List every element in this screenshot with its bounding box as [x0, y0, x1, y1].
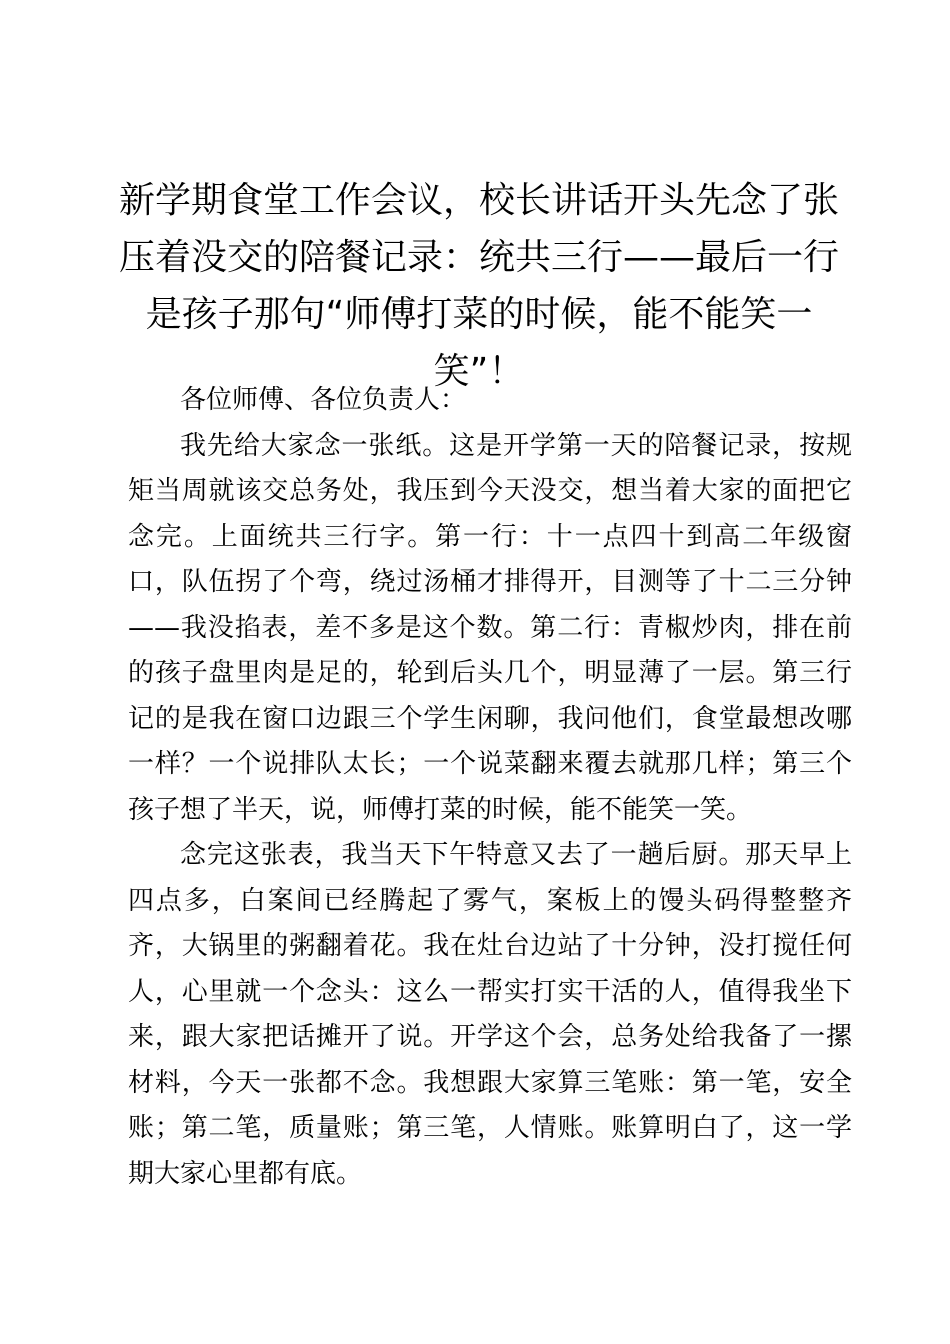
- salutation-paragraph: 各位师傅、各位负责人：: [180, 385, 467, 415]
- document-title: 新学期食堂工作会议，校长讲话开头先念了张压着没交的陪餐记录：统共三行——最后一行是孩子那句“师傅打菜的时候，能不能笑一笑”！: [118, 180, 839, 392]
- body-paragraph-1: 我先给大家念一张纸。这是开学第一天的陪餐记录，按规矩当周就该交总务处，我压到今天没交，想当着大家的面把它念完。上面统共三行字。第一行：十一点四十到高二年级窗口，队伍拐了个弯，绕过汤桶才排得开，目测等了十二三分钟——我没掐表，差不多是这个数。第二行：青椒炒肉，排在前的孩子盘里肉是足的，轮到后头几个，明显薄了一层。第三行记的是我在窗口边跟三个学生闲聊，我问他们，食堂最想改哪一样？一个说排队太长；一个说菜翻来覆去就那几样；第三个孩子想了半天，说，师傅打菜的时候，能不能笑一笑。: [128, 430, 852, 825]
- body-paragraph-2: 念完这张表，我当天下午特意又去了一趟后厨。那天早上四点多，白案间已经腾起了雾气，案板上的馒头码得整整齐齐，大锅里的粥翻着花。我在灶台边站了十分钟，没打搅任何人，心里就一个念头：这么一帮实打实干活的人，值得我坐下来，跟大家把话摊开了说。开学这个会，总务处给我备了一摞材料，今天一张都不念。我想跟大家算三笔账：第一笔，安全账；第二笔，质量账；第三笔，人情账。账算明白了，这一学期大家心里都有底。: [128, 840, 852, 1189]
- document-body: [128, 378, 852, 1197]
